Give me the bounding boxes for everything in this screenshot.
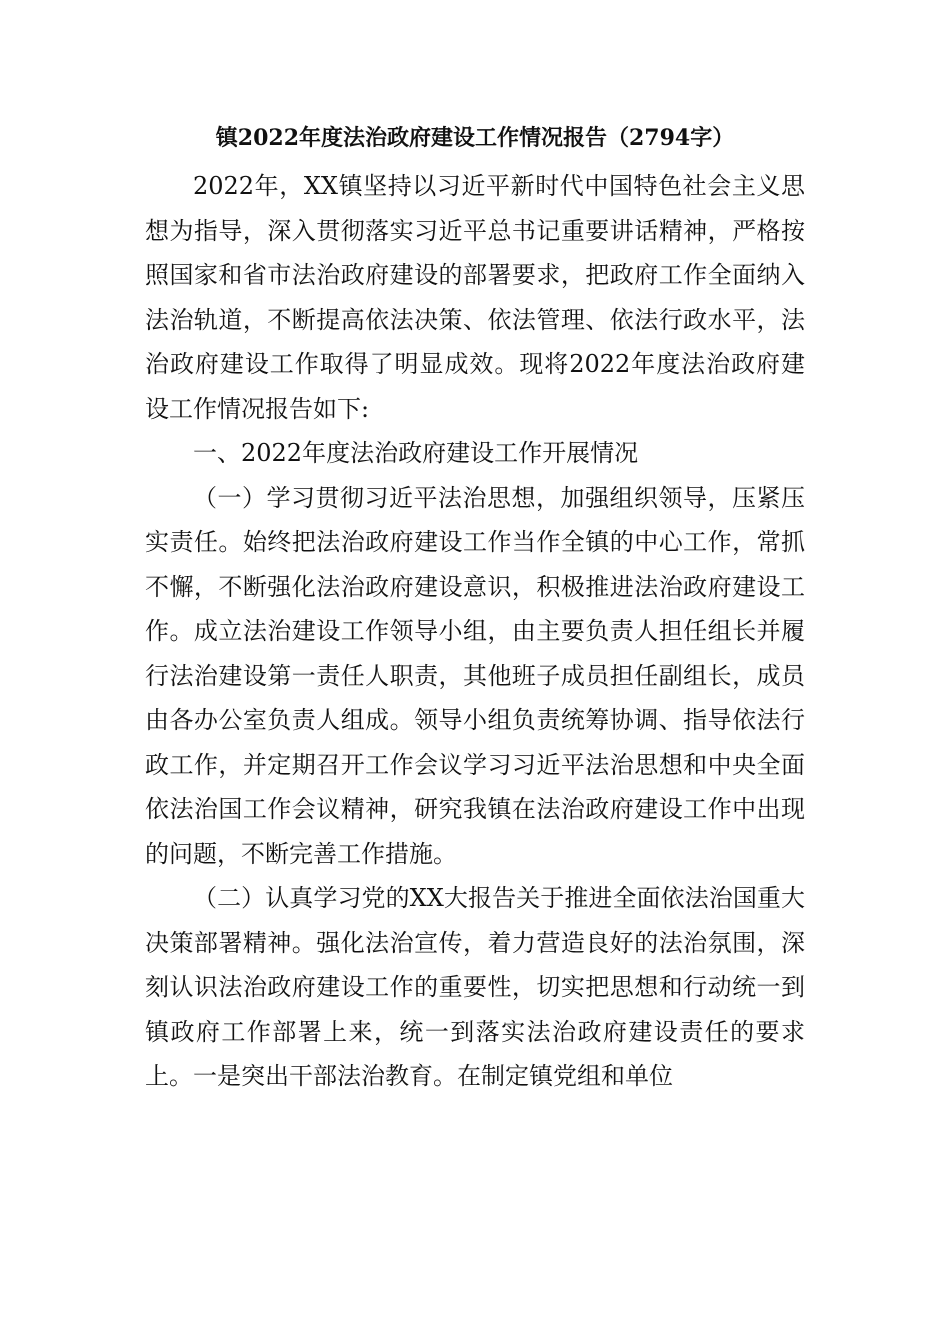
paragraph-item-2: （二）认真学习党的XX大报告关于推进全面依法治国重大决策部署精神。强化法治宣传，着力营造良好的法治氛围，深刻认识法治政府建设工作的重要性，切实把思想和行动统一到镇政府工作部署上来，统一到落实法治政府建设责任的要求上。一是突出干部法治教育。在制定镇党组和单位: [145, 884, 805, 1090]
paragraph-item-1: （一）学习贯彻习近平法治思想，加强组织领导，压紧压实责任。始终把法治政府建设工作当作全镇的中心工作，常抓不懈，不断强化法治政府建设意识，积极推进法治政府建设工作。成立法治建设工作领导小组，由主要负责人担任组长并履行法治建设第一责任人职责，其他班子成员担任副组长，成员由各办公室负责人组成。领导小组负责统筹协调、指导依法行政工作，并定期召开工作会议学习习近平法治思想和中央全面依法治国工作会议精神，研究我镇在法治政府建设工作中出现的问题，不断完善工作措施。: [145, 483, 805, 868]
paragraph-intro: 2022年，XX镇坚持以习近平新时代中国特色社会主义思想为指导，深入贯彻落实习近平总书记重要讲话精神，严格按照国家和省市法治政府建设的部署要求，把政府工作全面纳入法治轨道，不断提高依法决策、依法管理、依法行政水平，法治政府建设工作取得了明显成效。现将2022年度法治政府建设工作情况报告如下:: [145, 172, 805, 423]
document-title: 镇2022年度法治政府建设工作情况报告（2794字）: [215, 125, 735, 151]
section-heading-1: 一、2022年度法治政府建设工作开展情况: [193, 439, 639, 467]
document-body: [145, 164, 805, 1099]
